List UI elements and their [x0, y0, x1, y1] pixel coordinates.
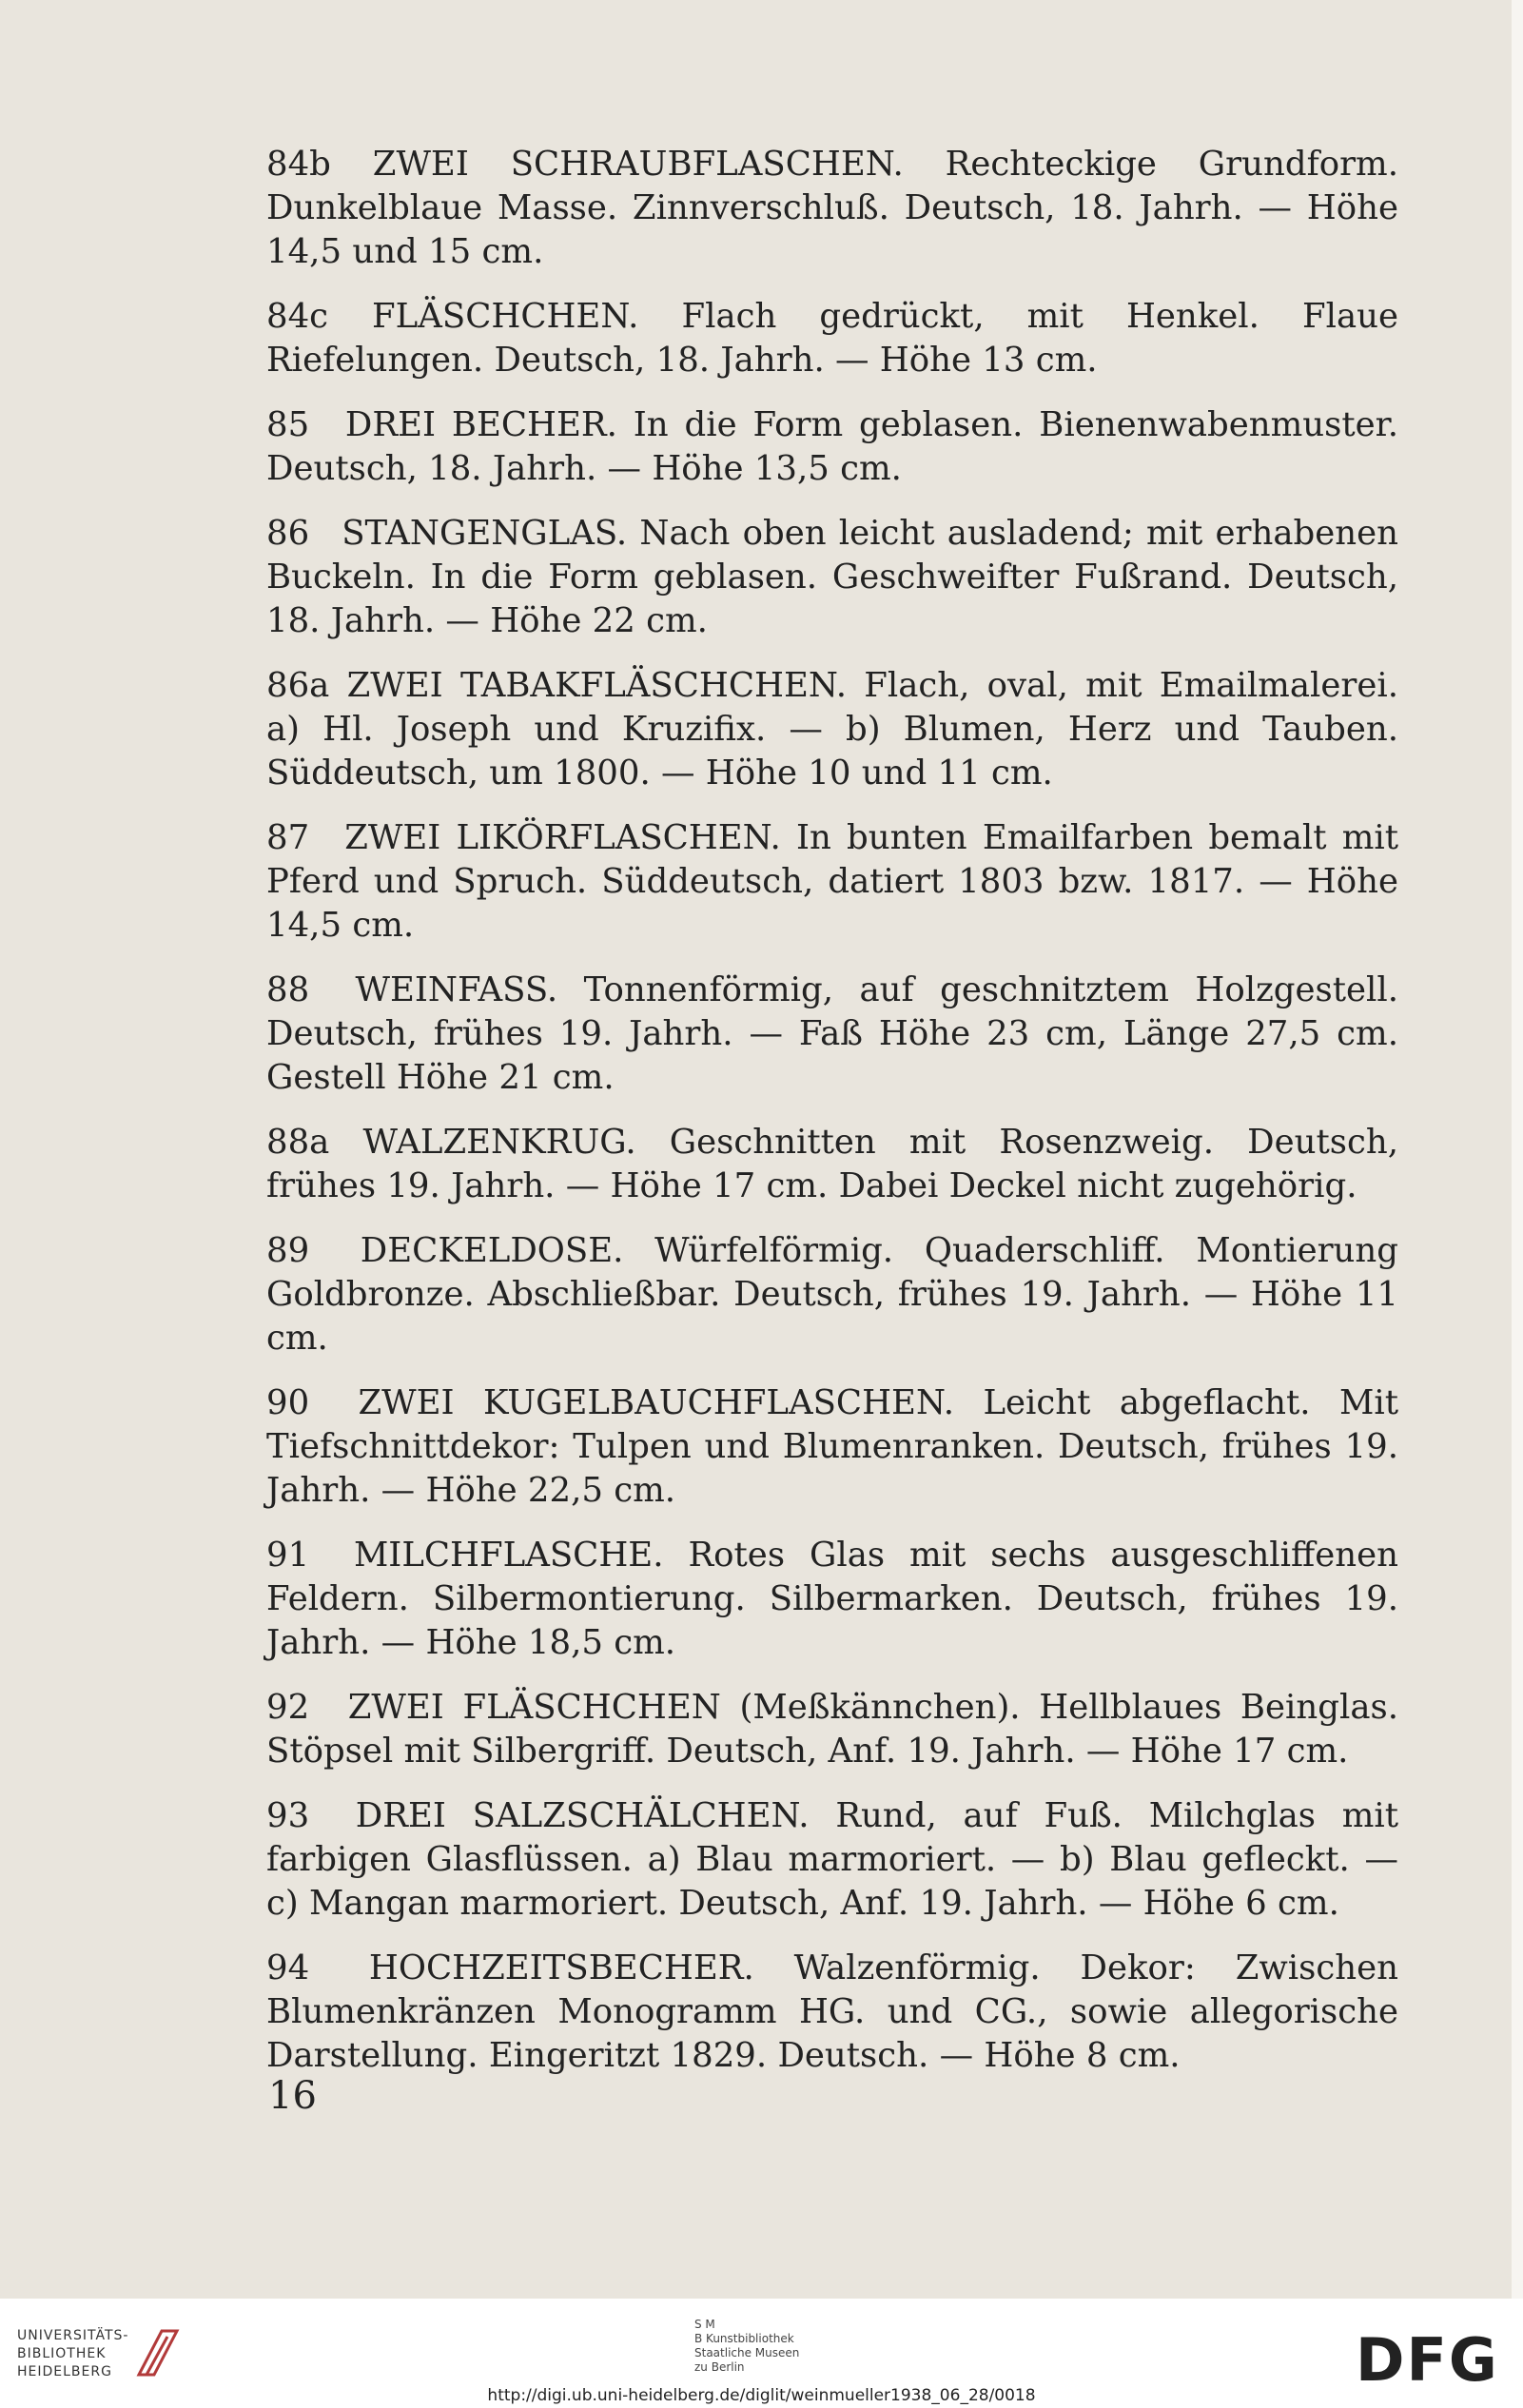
source-url[interactable]: http://digi.ub.uni-heidelberg.de/diglit/weinmueller1938_06_28/0018: [487, 2386, 1036, 2405]
entry-text: ZWEI TABAKFLÄSCHCHEN. Flach, oval, mit Emailmalerei. a) Hl. Joseph und Kruzifix. — b) Blumen, Herz und Tauben. Süddeutsch, um 1800. — Höhe 10 und 11 cm.: [266, 666, 1398, 793]
catalog-entry: [266, 1947, 1398, 2078]
entry-text: ZWEI LIKÖRFLASCHEN. In bunten Emailfarben bemalt mit Pferd und Spruch. Süddeutsch, datiert 1803 bzw. 1817. — Höhe 14,5 cm.: [266, 818, 1398, 945]
entry-number: 88a: [266, 1123, 330, 1162]
university-library-logo[interactable]: [17, 2327, 128, 2381]
university-line-1: UNIVERSITÄTS-: [17, 2328, 129, 2343]
entry-number: 87: [266, 818, 310, 857]
entry-text: DREI BECHER. In die Form geblasen. Bienenwabenmuster. Deutsch, 18. Jahrh. — Höhe 13,5 cm.: [266, 405, 1398, 488]
entry-text: FLÄSCHCHEN. Flach gedrückt, mit Henkel. Flaue Riefelungen. Deutsch, 18. Jahrh. — Höhe 13 cm.: [266, 297, 1398, 380]
entry-number: 94: [266, 1948, 310, 1987]
entry-number: 92: [266, 1688, 310, 1727]
entry-text: DECKELDOSE. Würfelförmig. Quaderschliff. Montierung Goldbronze. Abschließbar. Deutsch, frühes 19. Jahrh. — Höhe 11 cm.: [266, 1231, 1398, 1358]
entry-text: MILCHFLASCHE. Rotes Glas mit sechs ausgeschliffenen Feldern. Silbermontierung. Silbermarken. Deutsch, frühes 19. Jahrh. — Höhe 18,5 cm.: [266, 1536, 1398, 1662]
entry-text: ZWEI SCHRAUBFLASCHEN. Rechteckige Grundform. Dunkelblaue Masse. Zinnverschluß. Deutsch, 18. Jahrh. — Höhe 14,5 und 15 cm.: [266, 145, 1398, 271]
entry-number: 85: [266, 405, 310, 444]
university-line-2: BIBLIOTHEK: [17, 2346, 107, 2361]
credit-line-3: Staatliche Museen: [694, 2346, 800, 2359]
entry-number: 89: [266, 1231, 310, 1270]
library-book-icon: [133, 2325, 183, 2380]
catalog-entry: [266, 403, 1398, 491]
dfg-logo[interactable]: DFG: [1356, 2325, 1499, 2395]
catalog-entries: [266, 143, 1398, 2099]
catalog-entry: [266, 816, 1398, 948]
entry-text: WALZENKRUG. Geschnitten mit Rosenzweig. Deutsch, frühes 19. Jahrh. — Höhe 17 cm. Dabei Deckel nicht zugehörig.: [266, 1123, 1398, 1205]
credit-line-1: S M: [694, 2318, 715, 2331]
catalog-entry: [266, 969, 1398, 1100]
entry-text: ZWEI FLÄSCHCHEN (Meßkännchen). Hellblaues Beinglas. Stöpsel mit Silbergriff. Deutsch, Anf. 19. Jahrh. — Höhe 17 cm.: [266, 1688, 1398, 1771]
university-line-3: HEIDELBERG: [17, 2364, 112, 2379]
entry-number: 93: [266, 1796, 310, 1835]
entry-text: STANGENGLAS. Nach oben leicht ausladend; mit erhabenen Buckeln. In die Form geblasen. Geschweifter Fußrand. Deutsch, 18. Jahrh. — Höhe 22 cm.: [266, 514, 1398, 640]
catalog-entry: [266, 1381, 1398, 1513]
entry-text: HOCHZEITSBECHER. Walzenförmig. Dekor: Zwischen Blumenkränzen Monogramm HG. und CG., sowie allegorische Darstellung. Eingeritzt 1829. Deutsch. — Höhe 8 cm.: [266, 1948, 1398, 2075]
page-number: 16: [268, 2074, 317, 2118]
catalog-entry: [266, 1534, 1398, 1665]
catalog-entry: [266, 143, 1398, 274]
entry-number: 86: [266, 514, 310, 553]
entry-number: 91: [266, 1536, 310, 1575]
entry-number: 84c: [266, 297, 329, 336]
catalog-entry: [266, 295, 1398, 382]
entry-number: 86a: [266, 666, 330, 705]
catalog-entry: [266, 1229, 1398, 1361]
entry-text: ZWEI KUGELBAUCHFLASCHEN. Leicht abgeflacht. Mit Tiefschnittdekor: Tulpen und Blumenranken. Deutsch, frühes 19. Jahrh. — Höhe 22,5 cm.: [266, 1383, 1398, 1510]
entry-number: 84b: [266, 145, 331, 184]
entry-number: 90: [266, 1383, 310, 1422]
entry-text: WEINFASS. Tonnenförmig, auf geschnitztem Holzgestell. Deutsch, frühes 19. Jahrh. — Faß Höhe 23 cm, Länge 27,5 cm. Gestell Höhe 21 cm.: [266, 970, 1398, 1097]
museum-credit: [694, 2318, 799, 2375]
page-edge: [1512, 0, 1523, 2299]
credit-line-4: zu Berlin: [694, 2360, 745, 2374]
catalog-entry: [266, 1686, 1398, 1773]
catalog-entry: [266, 664, 1398, 795]
catalog-entry: [266, 1794, 1398, 1926]
catalog-entry: [266, 1121, 1398, 1208]
catalog-entry: [266, 512, 1398, 643]
credit-line-2: B Kunstbibliothek: [694, 2332, 794, 2345]
viewer-footer: [0, 2299, 1523, 2408]
entry-number: 88: [266, 970, 310, 1009]
entry-text: DREI SALZSCHÄLCHEN. Rund, auf Fuß. Milchglas mit farbigen Glasflüssen. a) Blau marmoriert. — b) Blau gefleckt. — c) Mangan marmoriert. Deutsch, Anf. 19. Jahrh. — Höhe 6 cm.: [266, 1796, 1398, 1923]
